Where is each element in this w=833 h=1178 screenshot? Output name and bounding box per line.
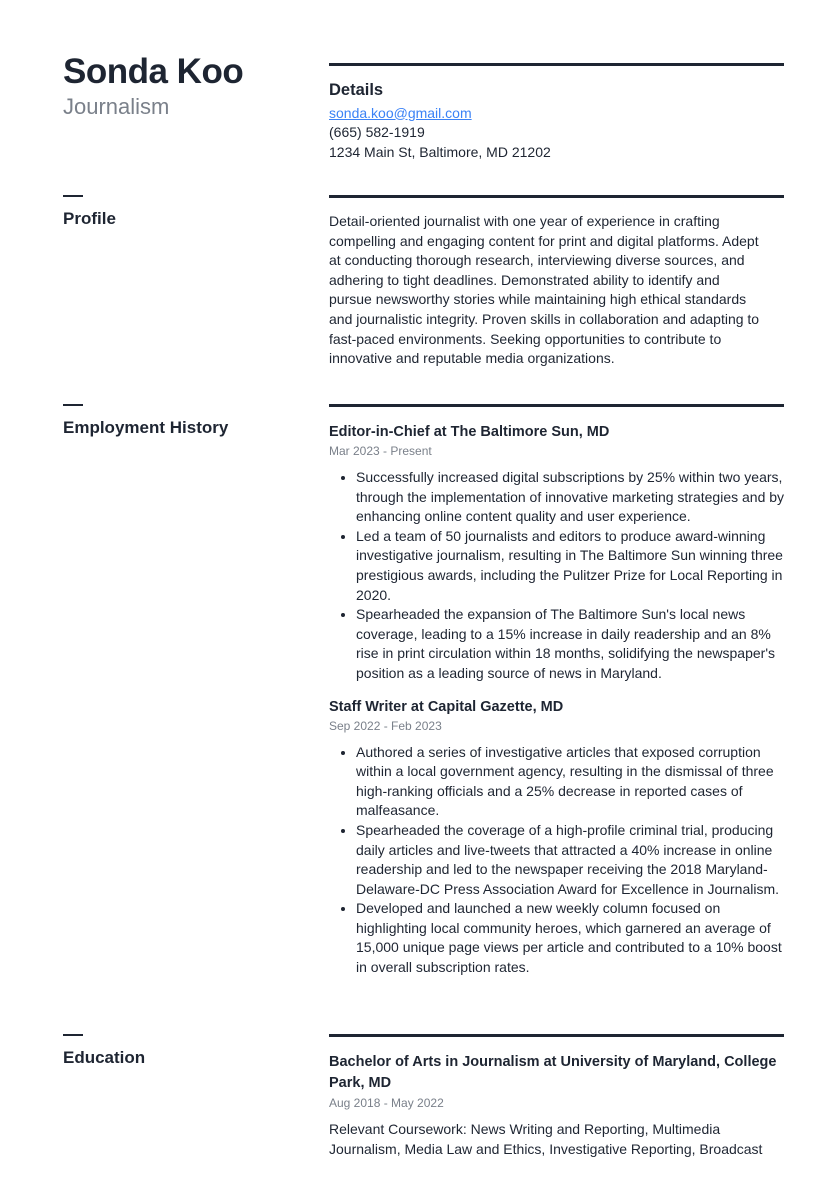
- details-title: Details: [329, 81, 384, 99]
- address: 1234 Main St, Baltimore, MD 21202: [329, 143, 551, 160]
- job-bullet: • Led a team of 50 journalists and editors to produce award-winning investigative journalism, resulting in The Baltimore Sun winning three prestigious awards, including the Pulitzer Prize for Local Reporting in 2020.: [356, 527, 787, 605]
- job-entry: [329, 697, 787, 978]
- education-dash: [63, 1034, 83, 1036]
- job-bullet: • Spearheaded the coverage of a high-profile criminal trial, producing daily articles and live-tweets that attracted a 40% increase in online readership and led to the newspaper receiving the 2018 Maryland-Delaware-DC Press Association Award for Excellence in Journalism.: [356, 821, 787, 899]
- job-title: Editor-in-Chief at The Baltimore Sun, MD: [329, 424, 610, 440]
- employment-divider: [329, 404, 784, 407]
- job-bullets: [329, 743, 787, 978]
- education-divider: [329, 1034, 784, 1037]
- profile-title: Profile: [63, 209, 116, 228]
- job-dates: Sep 2022 - Feb 2023: [329, 718, 442, 733]
- profile-text: Detail-oriented journalist with one year of experience in crafting compelling and engaging content for print and digital platforms. Adept at conducting thorough research, interviewing diverse sources, and adhering to tight deadlines. Demonstrated ability to identify and pursue newsworthy stories while maintaining high ethical standards and journalistic integrity. Proven skills in collaboration and adapting to fast-paced environments. Seeking opportunities to contribute to innovative and reputable media organizations.: [329, 213, 760, 367]
- candidate-name: Sonda Koo: [63, 52, 244, 91]
- phone-number: (665) 582-1919: [329, 124, 425, 141]
- job-entry: [329, 422, 787, 684]
- candidate-role: Journalism: [63, 94, 170, 119]
- job-bullets: [329, 468, 787, 684]
- details-section: [329, 81, 789, 162]
- email-link[interactable]: sonda.koo@gmail.com: [329, 104, 472, 121]
- job-bullet: • Developed and launched a new weekly column focused on highlighting local community heroes, which garnered an average of 15,000 unique page views per article and contributed to a 10% boost in overall subscription rates.: [356, 899, 787, 977]
- employment-list: [329, 422, 787, 991]
- education-entry: [329, 1052, 784, 1159]
- job-bullet: • Successfully increased digital subscriptions by 25% within two years, through the implementation of innovative marketing strategies and by enhancing online content quality and user experience.: [356, 468, 787, 527]
- coursework: Relevant Coursework: News Writing and Reporting, Multimedia Journalism, Media Law and Ethics, Investigative Reporting, Broadcast: [329, 1121, 763, 1157]
- job-dates: Mar 2023 - Present: [329, 444, 432, 458]
- education-dates: Aug 2018 - May 2022: [329, 1096, 444, 1110]
- degree-title: Bachelor of Arts in Journalism at University of Maryland, College Park, MD: [329, 1054, 777, 1091]
- job-bullet: • Spearheaded the expansion of The Baltimore Sun's local news coverage, leading to a 15% increase in daily readership and an 8% rise in print circulation within 18 months, solidifying the newspaper's position as a leading source of news in Maryland.: [356, 605, 787, 683]
- details-divider: [329, 63, 784, 66]
- profile-dash: [63, 195, 83, 197]
- education-title: Education: [63, 1048, 146, 1067]
- job-bullet: • Authored a series of investigative articles that exposed corruption within a local government agency, resulting in the dismissal of three high-ranking officials and a 25% decrease in reported cases of malfeasance.: [356, 743, 787, 821]
- employment-title: Employment History: [63, 418, 229, 437]
- job-title: Staff Writer at Capital Gazette, MD: [329, 698, 564, 715]
- employment-dash: [63, 404, 83, 406]
- profile-divider: [329, 195, 784, 198]
